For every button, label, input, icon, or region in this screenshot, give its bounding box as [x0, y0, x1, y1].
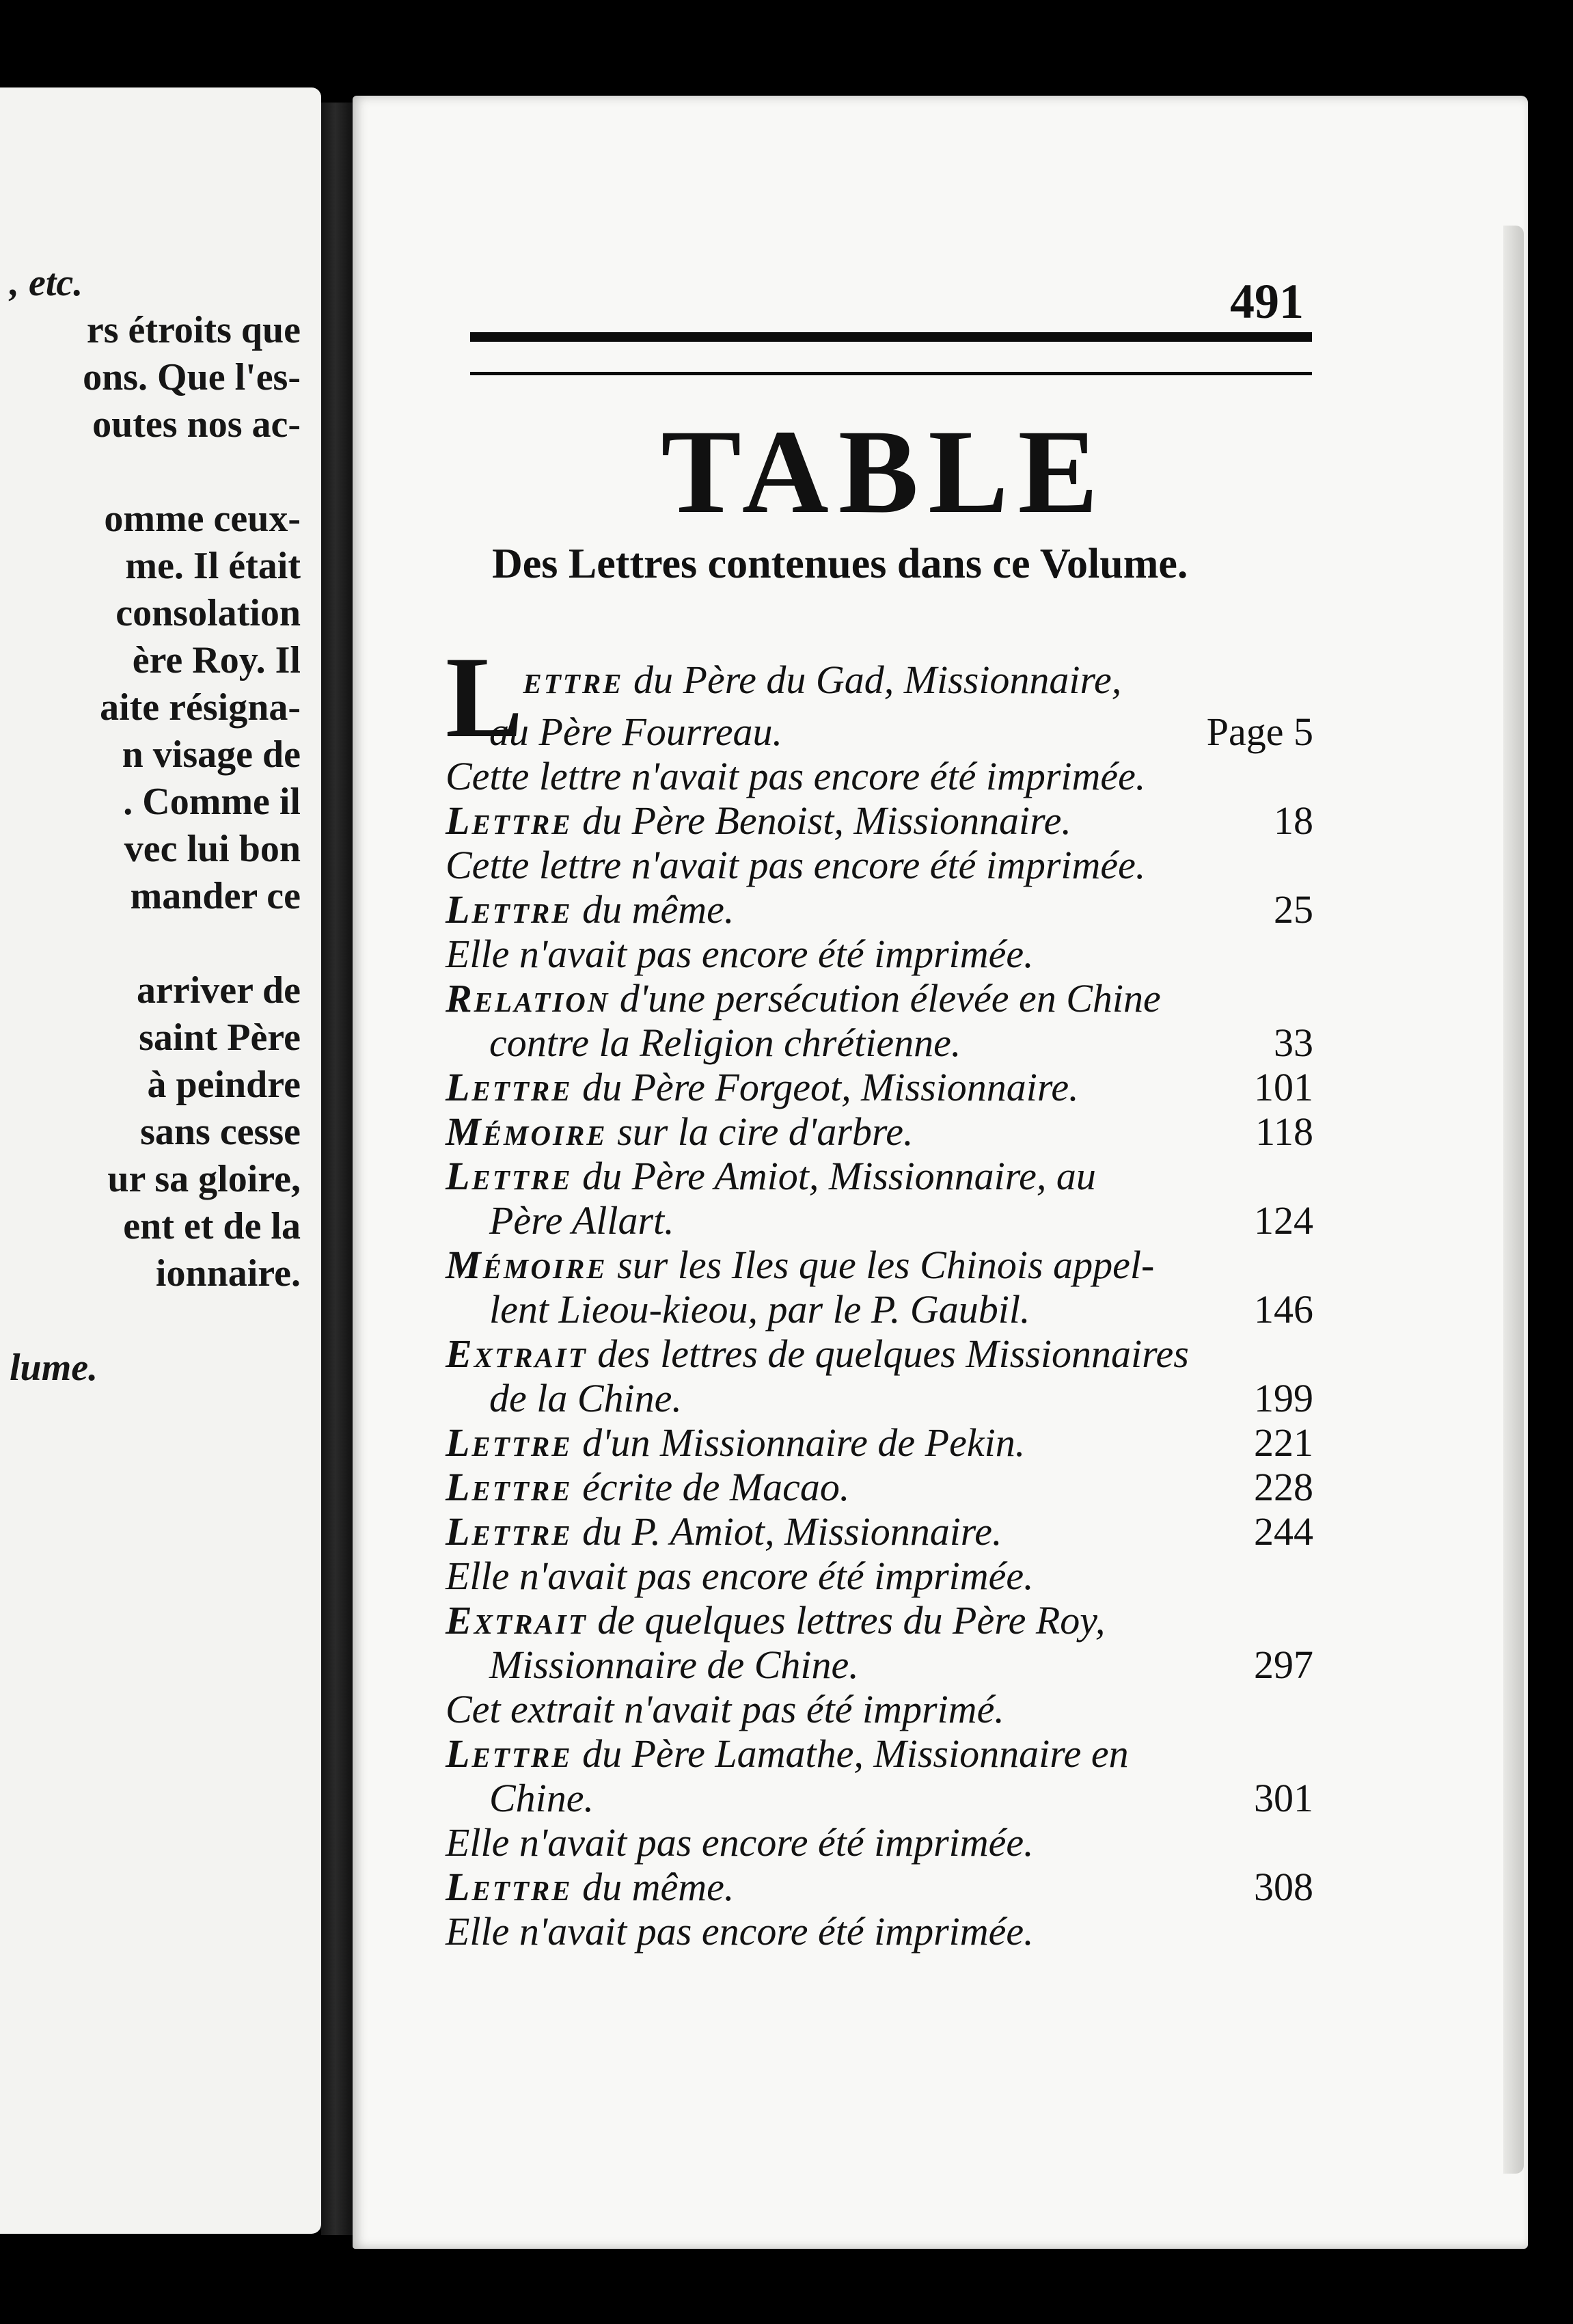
toc-entry-keyword: Lettre	[446, 1420, 573, 1465]
toc-entry-title: sur la cire d'arbre.	[607, 1109, 914, 1154]
toc-entry-text	[489, 1287, 1030, 1332]
toc-entry-title: du P. Amiot, Missionnaire.	[572, 1509, 1002, 1554]
toc-entry-page: 124	[1254, 1198, 1313, 1243]
toc-entry-keyword: Lettre	[446, 1154, 573, 1198]
toc-entry-text	[489, 1643, 859, 1687]
page-number: 491	[1230, 274, 1304, 329]
left-page-line: ur sa gloire,	[107, 1158, 301, 1200]
toc-entry-title: au Père Fourreau.	[489, 710, 782, 754]
toc-entry-text	[446, 1332, 1189, 1376]
left-page-line: consolation	[115, 592, 301, 634]
page-subtitle: Des Lettres contenues dans ce Volume.	[492, 541, 1188, 587]
toc-entry-text	[489, 1198, 674, 1243]
toc-entry-keyword: Lettre	[446, 887, 573, 932]
toc-entry	[446, 1465, 1313, 1509]
toc-entry	[446, 754, 1313, 798]
toc-entry-text	[489, 710, 782, 754]
toc-entry-text	[446, 1109, 914, 1154]
toc-entry-text	[446, 1687, 1004, 1731]
toc-entry-title: du Père du Gad, Missionnaire,	[623, 658, 1122, 702]
left-page-line	[0, 920, 301, 967]
toc-entry	[446, 1376, 1313, 1420]
toc-entry-title: d'une persécution élevée en Chine	[610, 976, 1161, 1021]
toc-entry-page: 18	[1274, 798, 1313, 843]
toc-entry	[446, 1198, 1313, 1243]
toc-entry-keyword: Relation	[446, 976, 610, 1021]
toc-entry-keyword: Mémoire	[446, 1109, 607, 1154]
toc-entry	[446, 1109, 1313, 1154]
toc-entry-page: 308	[1254, 1865, 1313, 1909]
toc-entry-keyword: Lettre	[446, 798, 573, 843]
page-title	[0, 403, 1573, 541]
toc-entry-text	[446, 798, 1071, 843]
left-page-line	[0, 1297, 301, 1345]
toc-entry-text	[446, 1465, 849, 1509]
toc-entry	[446, 1065, 1313, 1109]
toc-entry-keyword: ettre	[523, 658, 624, 702]
toc-entry-text	[489, 1021, 961, 1065]
left-page-line: ionnaire.	[155, 1252, 301, 1295]
left-page-line: sans cesse	[140, 1111, 301, 1153]
toc-entry-title: Elle n'avait pas encore été imprimée.	[446, 1909, 1034, 1954]
toc-entry-page: 101	[1254, 1065, 1313, 1109]
toc-entry-page: 118	[1255, 1109, 1313, 1154]
toc-entry	[446, 1420, 1313, 1465]
toc-entry-page: 199	[1254, 1376, 1313, 1420]
toc-entry-title: Elle n'avait pas encore été imprimée.	[446, 932, 1034, 976]
header-rule-thin	[470, 372, 1312, 375]
toc-entry-keyword: Lettre	[446, 1465, 573, 1509]
toc-entry	[446, 1865, 1313, 1909]
toc-entry-text	[446, 887, 734, 932]
left-page-line: ons. Que l'es-	[83, 356, 301, 398]
toc-entry-page: 297	[1254, 1643, 1313, 1687]
toc-entry-text	[446, 1509, 1002, 1554]
toc-entry-title: lent Lieou-kieou, par le P. Gaubil.	[489, 1287, 1030, 1332]
left-page-line: me. Il était	[125, 545, 301, 587]
toc-entry	[446, 1820, 1313, 1865]
toc-entry-page: 146	[1254, 1287, 1313, 1332]
toc-entry-title: du Père Forgeot, Missionnaire.	[572, 1065, 1079, 1109]
left-page-line: aite résigna-	[100, 686, 301, 729]
toc-entry-title: d'un Missionnaire de Pekin.	[572, 1420, 1026, 1465]
toc-entry	[446, 843, 1313, 887]
toc-entry	[446, 1687, 1313, 1731]
header-rule-thick	[470, 332, 1312, 342]
toc-entry	[446, 1509, 1313, 1554]
toc-entry	[446, 1554, 1313, 1598]
left-page-line: à peindre	[147, 1064, 301, 1106]
toc-entry-title: de quelques lettres du Père Roy,	[587, 1598, 1106, 1643]
toc-entry-title: Cette lettre n'avait pas encore été imprimée.	[446, 843, 1146, 887]
left-page-line: n visage de	[122, 733, 301, 776]
toc-entry-keyword: Lettre	[446, 1731, 573, 1776]
toc-entry	[446, 710, 1313, 754]
toc-entry-text	[446, 1598, 1105, 1643]
toc-entry	[446, 1243, 1313, 1287]
toc-entry	[446, 976, 1313, 1021]
toc-entry-text	[446, 1909, 1034, 1954]
left-page-line: outes nos ac-	[92, 403, 301, 446]
toc-entry-text	[489, 1376, 682, 1420]
toc-entry-title: Missionnaire de Chine.	[489, 1643, 859, 1687]
toc-entry-title: du Père Benoist, Missionnaire.	[572, 798, 1071, 843]
toc-entry-text	[446, 1865, 734, 1909]
toc-entry	[446, 1643, 1313, 1687]
toc-entry-text	[446, 1731, 1129, 1776]
toc-entry	[446, 1021, 1313, 1065]
toc-entry-page: 244	[1254, 1509, 1313, 1554]
left-page-line: mander ce	[130, 875, 301, 917]
left-page-line: , etc.	[10, 262, 83, 304]
toc-entry	[446, 1332, 1313, 1376]
toc-entry-text	[446, 1420, 1025, 1465]
left-page-line: omme ceux-	[104, 498, 301, 540]
toc-entry	[446, 1287, 1313, 1332]
toc-entry-title: Cette lettre n'avait pas encore été imprimée.	[446, 754, 1146, 798]
toc-entry-title: écrite de Macao.	[572, 1465, 850, 1509]
toc-entry-title: du même.	[572, 887, 735, 932]
toc-entry-title: Elle n'avait pas encore été imprimée.	[446, 1554, 1034, 1598]
toc-entry-page: Page 5	[1206, 710, 1313, 754]
page-title-text: TABLE	[661, 405, 1108, 539]
toc-entry-title: Cet extrait n'avait pas été imprimé.	[446, 1687, 1004, 1731]
toc-entry	[446, 1909, 1313, 1954]
left-page-line: ère Roy. Il	[132, 639, 301, 681]
toc-entry	[446, 887, 1313, 932]
toc-entry-keyword: Lettre	[446, 1065, 573, 1109]
toc-entry-page: 228	[1254, 1465, 1313, 1509]
toc-entry-keyword: Mémoire	[446, 1243, 607, 1287]
left-page-line: rs étroits que	[86, 309, 301, 351]
left-page-line: lume.	[10, 1347, 98, 1389]
toc-entry-keyword: Lettre	[446, 1509, 573, 1554]
toc-entry-title: des lettres de quelques Missionnaires	[587, 1332, 1189, 1376]
left-page-line: vec lui bon	[124, 828, 301, 870]
left-page-line: saint Père	[139, 1016, 301, 1059]
toc-entry-page: 301	[1254, 1776, 1313, 1820]
toc-entry-keyword: Extrait	[446, 1332, 588, 1376]
toc-entry-text	[446, 1065, 1079, 1109]
left-page-line: ent et de la	[123, 1205, 301, 1247]
toc-entry-title: Chine.	[489, 1776, 594, 1820]
toc-entry-title: du Père Lamathe, Missionnaire en	[572, 1731, 1129, 1776]
toc-entry-title: sur les Iles que les Chinois appel-	[607, 1243, 1155, 1287]
toc-entry-text	[446, 976, 1161, 1021]
toc-entry-text	[446, 1554, 1034, 1598]
toc-entry-page: 25	[1274, 887, 1313, 932]
toc-entry-text	[446, 754, 1145, 798]
toc-entry	[446, 1731, 1313, 1776]
left-page-line: arriver de	[137, 969, 301, 1012]
toc-entry-text	[446, 1243, 1154, 1287]
drop-cap: L	[446, 633, 523, 761]
toc-entry	[446, 1598, 1313, 1643]
toc-entry-text	[446, 1820, 1034, 1865]
table-of-contents	[446, 629, 1313, 1954]
toc-entry	[446, 932, 1313, 976]
toc-entry	[446, 798, 1313, 843]
toc-entry	[446, 1776, 1313, 1820]
toc-entry-keyword: Lettre	[446, 1865, 573, 1909]
toc-entry	[446, 1154, 1313, 1198]
toc-entry-title: du même.	[572, 1865, 735, 1909]
toc-entry-title: Elle n'avait pas encore été imprimée.	[446, 1820, 1034, 1865]
toc-entry-page: 221	[1254, 1420, 1313, 1465]
toc-entry-text	[446, 1154, 1096, 1198]
toc-entry-text	[446, 932, 1034, 976]
toc-entry-title: de la Chine.	[489, 1376, 682, 1420]
toc-entry-title: du Père Amiot, Missionnaire, au	[572, 1154, 1096, 1198]
toc-entry-text	[446, 843, 1145, 887]
toc-entry-title: contre la Religion chrétienne.	[489, 1021, 961, 1065]
toc-entry-title: Père Allart.	[489, 1198, 674, 1243]
toc-entry-page: 33	[1274, 1021, 1313, 1065]
toc-entry-keyword: Extrait	[446, 1598, 588, 1643]
toc-entry-text	[489, 1776, 594, 1820]
left-page-line: . Comme il	[123, 781, 301, 823]
